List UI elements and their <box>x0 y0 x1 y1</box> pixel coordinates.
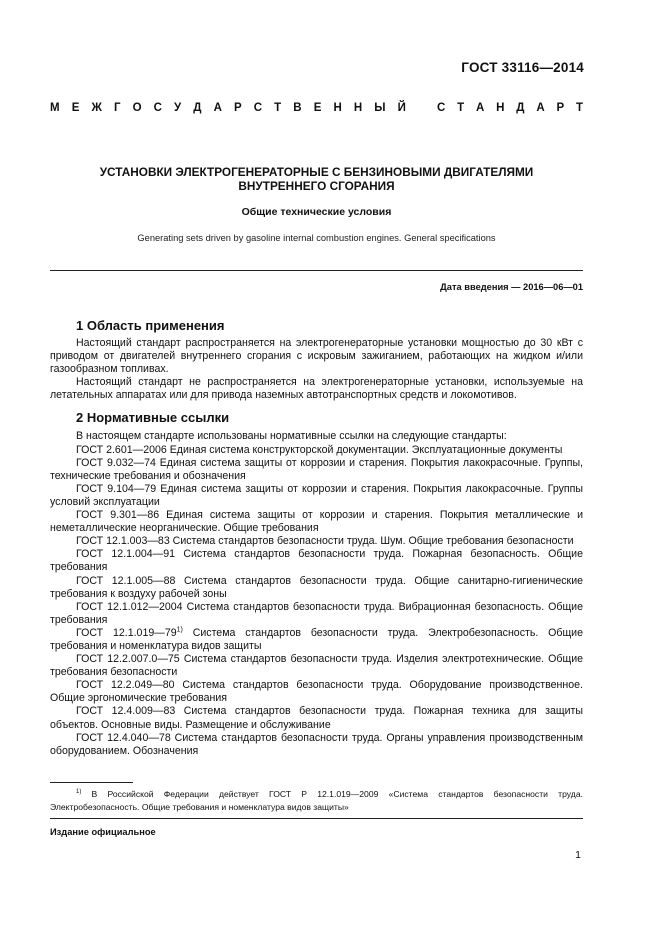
english-title: Generating sets driven by gasoline internal combustion engines. General specifications <box>137 233 496 243</box>
reference-code: ГОСТ 12.2.049—80 <box>76 679 175 692</box>
reference-item <box>50 653 583 679</box>
reference-code: ГОСТ 9.104—79 <box>76 482 157 495</box>
reference-title: Единая система защиты от коррозии и старения. Покрытия лакокрасочные. Группы, технические требования и обозначения <box>50 456 584 482</box>
reference-code: ГОСТ 12.1.012—2004 <box>76 600 183 613</box>
reference-item <box>50 627 583 653</box>
reference-title: Система стандартов безопасности труда. Оборудование производственное. Общие эргономические требования <box>50 679 583 705</box>
banner-letter: Т <box>575 102 583 114</box>
reference-title: Система стандартов безопасности труда. Вибрационная безопасность. Общие требования <box>50 600 583 626</box>
section-2-intro: В настоящем стандарте использованы нормативные ссылки на следующие стандарты: <box>76 430 507 443</box>
banner-letter: Н <box>353 102 363 114</box>
banner-letter: А <box>476 102 485 114</box>
banner-letter: Т <box>274 102 282 114</box>
reference-item <box>50 548 583 574</box>
reference-item <box>50 575 583 601</box>
banner-letter: С <box>437 102 446 114</box>
banner-letter: Н <box>496 102 505 114</box>
footnote-marker: 1) <box>76 789 82 796</box>
reference-title: Система стандартов безопасности труда. Органы управления производственным оборудованием. Обозначения <box>50 731 583 757</box>
document-title <box>50 165 583 193</box>
divider-top <box>50 270 583 271</box>
footnote-divider <box>50 782 133 783</box>
banner-letter: Р <box>233 102 242 114</box>
reference-code: ГОСТ 12.1.003—83 <box>76 535 170 548</box>
section-1-heading: 1 Область применения <box>76 318 225 333</box>
standard-banner <box>50 102 583 114</box>
banner-letter: Т <box>457 102 465 114</box>
banner-letter: С <box>153 102 162 114</box>
banner-letter: Р <box>556 102 565 114</box>
banner-letter: Д <box>516 102 525 114</box>
reference-title: Единая система защиты от коррозии и старения. Покрытия лакокрасочные. Группы условий эксплуатации <box>50 482 583 508</box>
reference-title: Система стандартов безопасности труда. Общие санитарно-гигиенические требования к воздуху рабочей зоны <box>50 574 583 600</box>
reference-title: Единая система конструкторской документации. Эксплуатационные документы <box>166 443 563 456</box>
reference-code: ГОСТ 12.1.005—88 <box>76 574 176 587</box>
banner-letter: С <box>253 102 263 114</box>
banner-letter: Е <box>313 102 322 114</box>
banner-letter: Й <box>397 102 406 114</box>
banner-letter: Ы <box>374 102 386 114</box>
reference-title: Единая система защиты от коррозии и старения. Покрытия металлические и неметаллические неорганические. Общие требования <box>50 509 583 535</box>
reference-item <box>50 679 583 705</box>
banner-letter: Е <box>71 102 80 114</box>
reference-item <box>50 444 583 457</box>
document-subtitle: Общие технические условия <box>241 206 392 218</box>
title-line-2: ВНУТРЕННЕГО СГОРАНИЯ <box>238 179 395 193</box>
divider-bottom <box>50 818 583 819</box>
reference-code: ГОСТ 12.1.019—79 <box>76 626 177 639</box>
banner-letter: Н <box>333 102 342 114</box>
page-number: 1 <box>575 849 581 861</box>
reference-code: ГОСТ 9.301—86 <box>76 509 160 522</box>
section-1-paragraph: Настоящий стандарт распространяется на электрогенераторные установки мощностью до 30 кВт с приводом от двигателей внутреннего сгорания с искровым зажиганием, работающих на жидком и/или газообразном топливах. <box>50 337 583 376</box>
reference-code: ГОСТ 12.1.004—91 <box>76 548 176 561</box>
banner-word-interstate <box>50 102 406 114</box>
reference-footnote-marker: 1) <box>176 626 183 634</box>
reference-title: Система стандартов безопасности труда. Электробезопасность. Общие требования и номенклатура видов защиты <box>50 626 583 652</box>
reference-list <box>50 444 583 758</box>
section-1-paragraph: Настоящий стандарт не распространяется на электрогенераторные установки, используемые на летательных аппаратах или для привода наземных автотранспортных средств и локомотивов. <box>50 376 583 402</box>
reference-title: Система стандартов безопасности труда. Шум. Общие требования безопасности <box>169 535 574 548</box>
footnote <box>50 788 583 814</box>
reference-item <box>50 509 583 535</box>
banner-letter: О <box>132 102 142 114</box>
banner-letter: А <box>213 102 222 114</box>
reference-code: ГОСТ 12.2.007.0—75 <box>76 653 180 666</box>
introduction-date: Дата введения — 2016—06—01 <box>440 282 583 292</box>
reference-code: ГОСТ 9.032—74 <box>76 456 156 469</box>
banner-letter: Д <box>193 102 202 114</box>
reference-code: ГОСТ 2.601—2006 <box>76 443 167 456</box>
banner-letter: Г <box>113 102 121 114</box>
reference-title: Система стандартов безопасности труда. Пожарная техника для защиты объектов. Основные виды. Размещение и обслуживание <box>50 705 583 731</box>
reference-item <box>50 535 583 548</box>
section-2-heading: 2 Нормативные ссылки <box>76 410 230 426</box>
banner-letter: А <box>536 102 545 114</box>
banner-letter: М <box>50 102 60 114</box>
reference-code: ГОСТ 12.4.009—83 <box>76 705 176 718</box>
banner-letter: Ж <box>91 102 102 114</box>
edition-label: Издание официальное <box>50 827 156 837</box>
banner-letter: У <box>174 102 182 114</box>
reference-item <box>50 457 583 483</box>
reference-item <box>50 483 583 509</box>
reference-item <box>50 732 583 758</box>
banner-letter: В <box>293 102 302 114</box>
reference-title: Система стандартов безопасности труда. Изделия электротехнические. Общие требования безопасности <box>50 653 584 679</box>
reference-item <box>50 705 583 731</box>
footnote-text: В Российской Федерации действует ГОСТ Р 12.1.019—2009 «Система стандартов безопасности труда. Электробезопасность. Общие требования и номенклатура видов защиты» <box>50 789 583 812</box>
reference-item <box>50 601 583 627</box>
title-line-1: УСТАНОВКИ ЭЛЕКТРОГЕНЕРАТОРНЫЕ С БЕНЗИНОВЫМИ ДВИГАТЕЛЯМИ <box>99 165 534 179</box>
banner-word-standard <box>437 102 583 114</box>
reference-title: Система стандартов безопасности труда. Пожарная безопасность. Общие требования <box>50 548 583 574</box>
document-code: ГОСТ 33116—2014 <box>461 60 584 75</box>
document-body <box>50 317 583 758</box>
reference-code: ГОСТ 12.4.040—78 <box>76 731 171 744</box>
